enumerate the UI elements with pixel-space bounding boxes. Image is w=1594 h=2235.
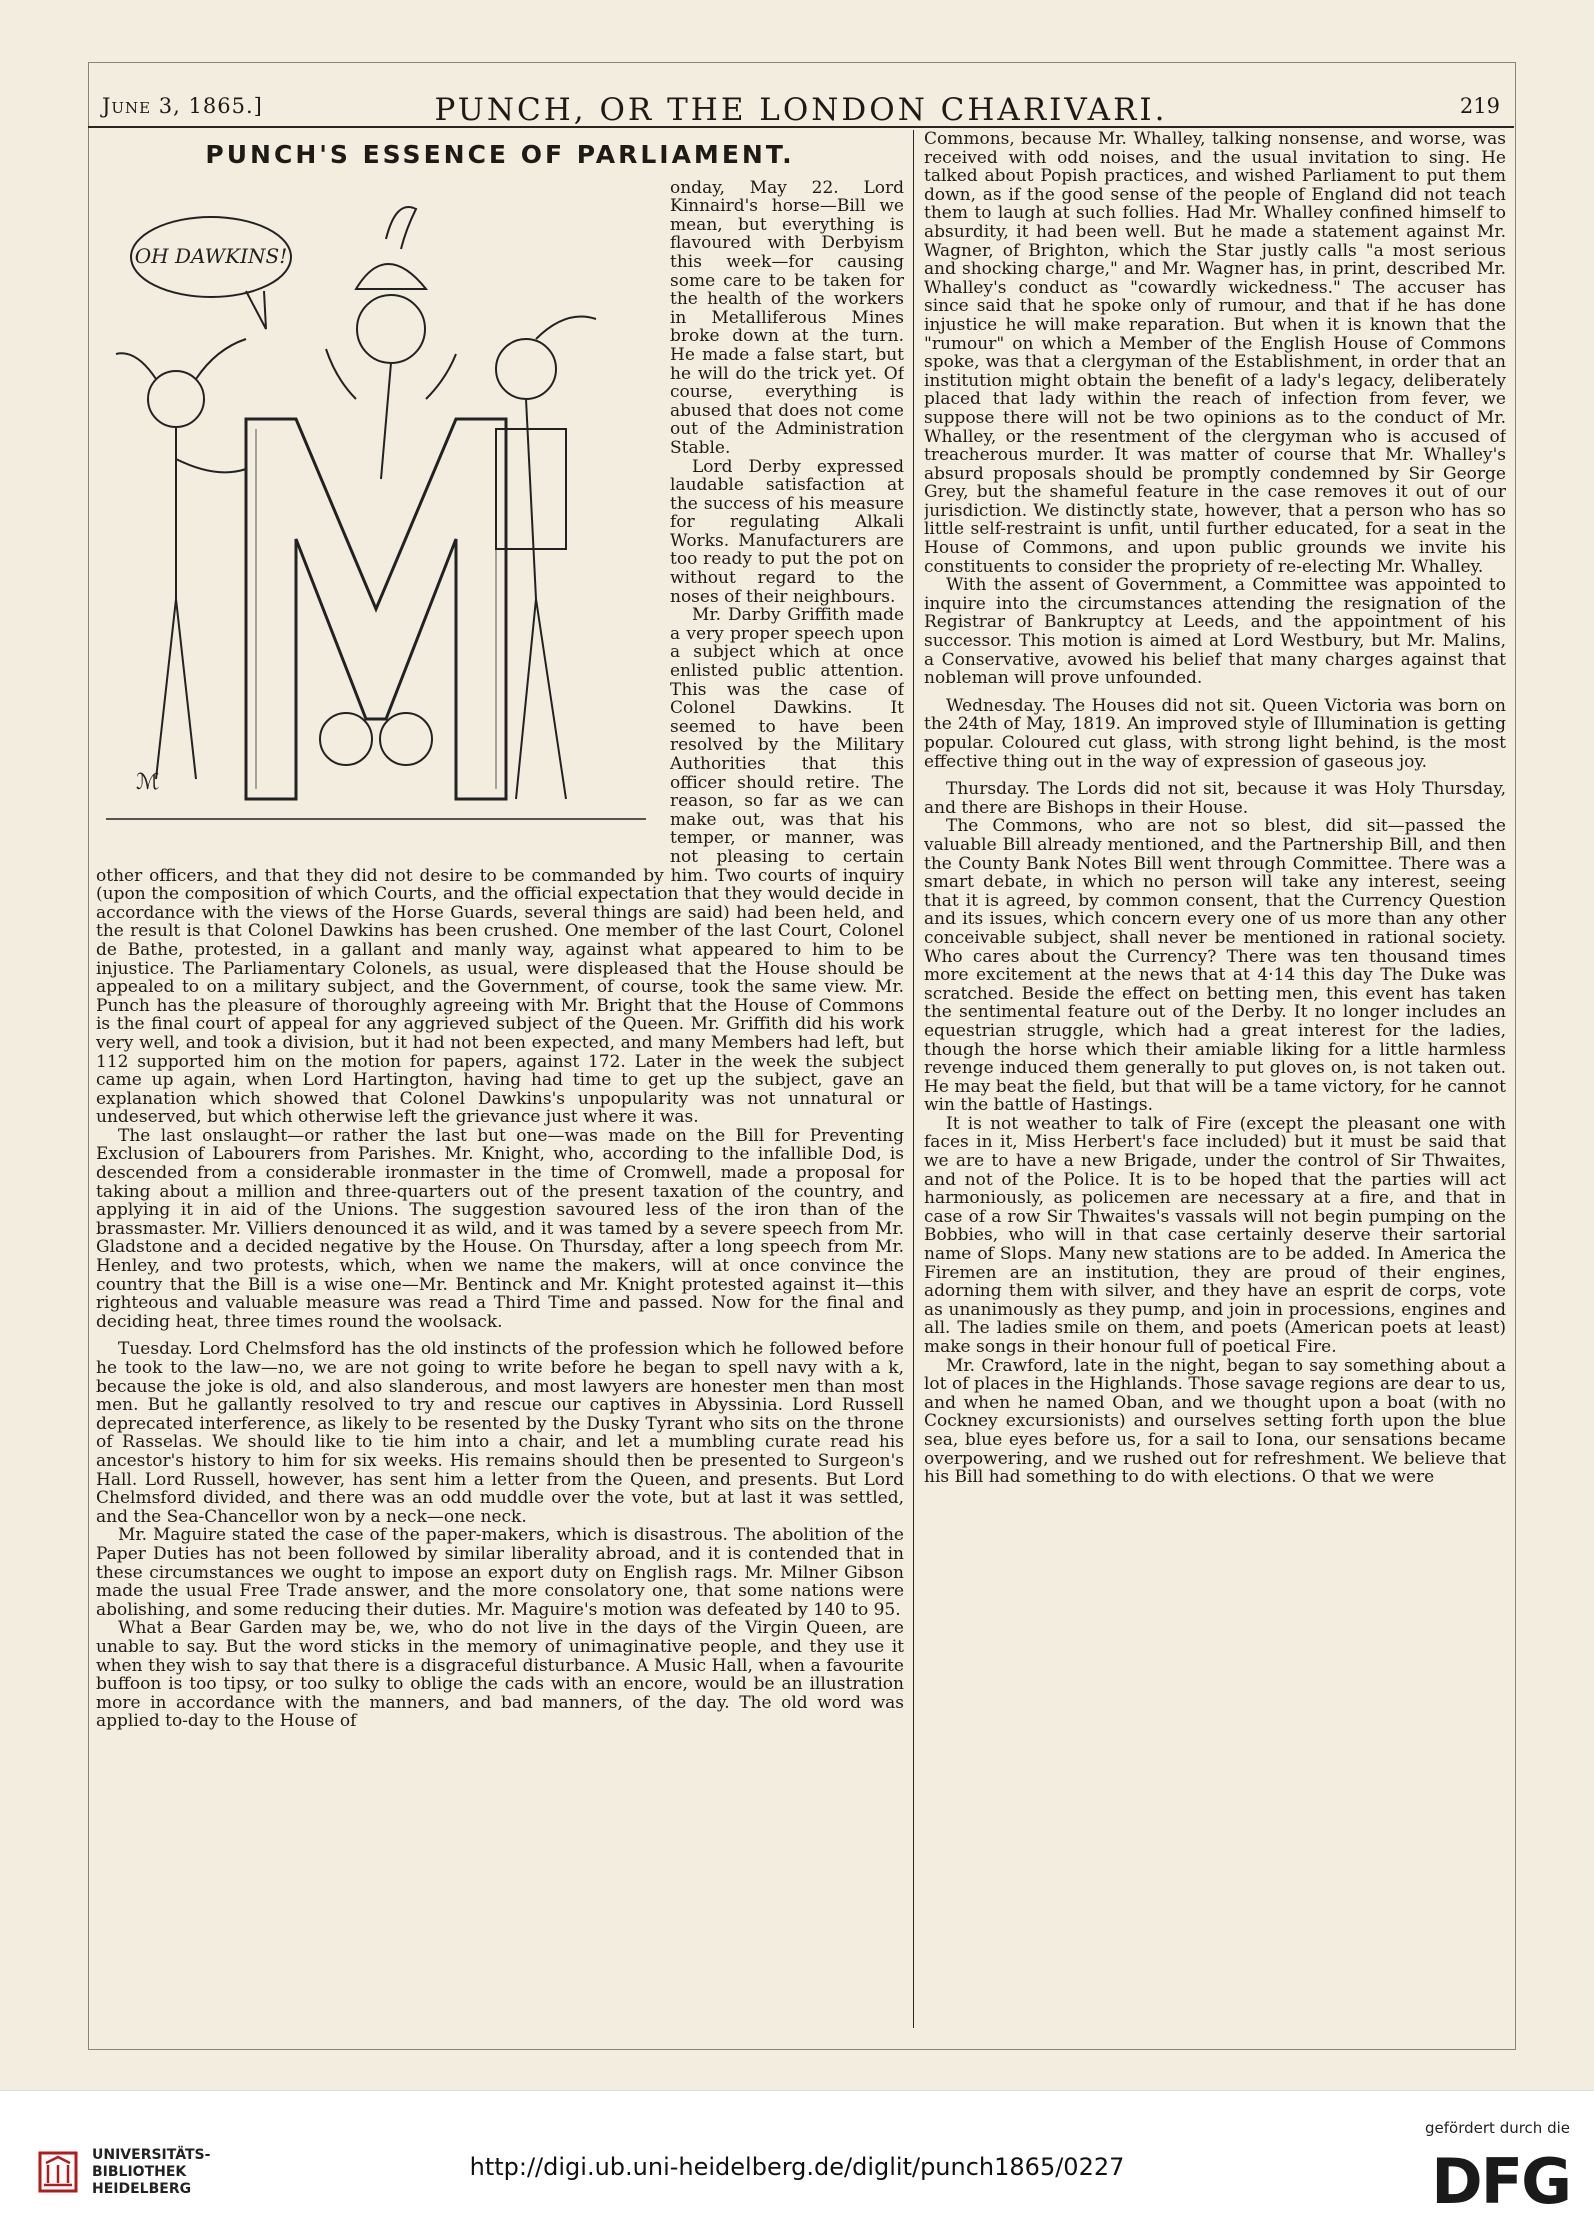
right-paragraph-4: Thursday. The Lords did not sit, because it was Holy Thursday, and there are Bishops in their House. <box>924 779 1506 818</box>
right-paragraph-1: Commons, because Mr. Whalley, talking nonsense, and worse, was received with odd noises, and the usual invitation to sing. He talked about Popish practices, and wished Parliament to put them down, as if the good sense of the people of England did not teach them to laugh at such follies. Had Mr. Whalley confined himself to absurdity, it had been well. But he made a statement against Mr. Wagner, of Brighton, which the Star justly calls "a most serious and shocking charge," and Mr. Wagner has, in print, described Mr. Whalley's conduct as "cowardly wickedness." The accuser has since said that he spoke only of rumour, and that if he has done injustice he will make reparation. But when it is known that the "rumour" on which a Member of the English House of Commons spoke, was that a clergyman of the Establishment, in order that an institution might obtain the benefit of a lady's legacy, deliberately placed that lady within the reach of infection from fever, we suppose there will not be two opinions as to the conduct of Mr. Whalley, or the resentment of the clergyman who is accused of treacherous murder. It was matter of course that Mr. Whalley's absurd proposals should be promptly condemned by Sir George Grey, but the shameful feature in the case removes it out of our jurisdiction. We distinctly state, however, that a person who has so little self-restraint is unfit, until further educated, for a seat in the House of Commons, and upon public grounds we invite his constituents to consider the propriety of re-electing Mr. Whalley. <box>924 130 1506 577</box>
right-column <box>924 130 1506 2030</box>
source-url-link[interactable]: http://digi.ub.uni-heidelberg.de/diglit/punch1865/0227 <box>469 2153 1125 2181</box>
sponsor-label: gefördert durch die <box>1425 2119 1570 2137</box>
page-header <box>88 92 1514 128</box>
digitization-footer <box>0 2090 1594 2235</box>
essence-paragraph-6: Mr. Maguire stated the case of the paper-makers, which is disastrous. The abolition of the Paper Duties has not been followed by similar liberality abroad, and it is contended that in these circumstances we ought to impose an export duty on English rags. Mr. Milner Gibson made the usual Free Trade answer, and the more consolatory one, that some nations were abolishing, and some reducing their duties. Mr. Maguire's motion was defeated by 140 to 95. <box>96 1525 904 1620</box>
essence-paragraph-2: Lord Derby expressed laudable satisfaction at the success of his measure for regulating Alkali Works. Manufacturers are too ready to put the pot on without regard to the noses of their neighbours. <box>670 456 904 607</box>
essence-paragraph-7: What a Bear Garden may be, we, who do not live in the days of the Virgin Queen, are unable to say. But the word sticks in the memory of unimaginative people, and they use it when they wish to say that there is a disgraceful disturbance. A Music Hall, when a favourite buffoon is too tipsy, or too sulky to oblige the cads with an encore, would be an illustration more in accordance with the manners, and bad manners, of the day. The old word was applied to-day to the House of <box>96 1618 904 1732</box>
essence-title: PUNCH'S ESSENCE OF PARLIAMENT. <box>205 140 795 169</box>
right-paragraph-7: Mr. Crawford, late in the night, began to say something about a lot of places in the Highlands. Those savage regions are dear to us, and when he named Oban, and we thought upon a boat (with no Cockney excursionists) and ourselves setting forth upon the blue sea, blue eyes before us, for a sail to Iona, our sensations became overpowering, and we rushed out for refreshment. We believe that his Bill had something to do with elections. O that we were <box>924 1355 1506 1488</box>
svg-text:ℳ: ℳ <box>136 769 160 795</box>
dfg-logo: DFG <box>1431 2145 1570 2218</box>
right-paragraph-5: The Commons, who are not so blest, did sit—passed the valuable Bill already mentioned, and the Partnership Bill, and then the County Bank Notes Bill went through Committee. There was a smart debate, in which no person will take any interest, seeing that it is agreed, by common consent, that the Currency Question and its issues, which concern every one of us more than any other conceivable subject, shall never be mentioned in rational society. Who cares about the Currency? There was ten thousand times more excitement at the news that at 4·14 this day The Duke was scratched. Beside the effect on betting men, this event has taken the sentimental feature out of the Derby. It no longer includes an equestrian struggle, which had a great interest for the ladies, though the horse which their amiable liking for a little harmless revenge induced them generally to put gloves on, is not taken out. He may beat the field, but that will be a tame victory, for he cannot win the battle of Hastings. <box>924 816 1506 1116</box>
essence-paragraph-5: Tuesday. Lord Chelmsford has the old instincts of the profession which he followed before he took to the law—no, we are not going to write before he began to spell navy with a k, because the joke is old, and also slanderous, and most lawyers are honester men than most men. But he gallantly resolved to try and rescue our captives in Abyssinia. Lord Russell deprecated interference, as likely to be resented by the Dusky Tyrant who sits on the throne of Rasselas. We should like to tie him into a chair, and let a mumbling curate read his ancestor's history to him for six weeks. His remains should then be presented to Surgeon's Hall. Lord Russell, however, has sent him a letter from the Queen, and presents. But Lord Chelmsford divided, and there was an odd muddle over the vote, but at last it was settled, and the Sea-Chancellor won by a neck—one neck. <box>96 1339 904 1527</box>
page-number: 219 <box>1459 94 1500 118</box>
column-divider <box>913 130 914 2028</box>
left-column <box>96 138 904 2028</box>
right-paragraph-6: It is not weather to talk of Fire (except the pleasant one with faces in it, Miss Herbert's face included) but it must be said that we are to have a new Brigade, under the control of Sir Thwaites, and not of the Police. It is to be hoped that the parties will act harmoniously, as policemen are necessary at a fire, and that in case of a row Sir Thwaites's vassals will not begin pumping on the Bobbies, who will in that case certainly deserve their sartorial name of Slops. Many new stations are to be added. In America the Firemen are an institution, they are proud of their engines, adorning them with silver, and they have an esprit de corps, vote as unanimously as they pump, and join in processions, engines and all. The ladies smile on them, and poets (American poets at least) make songs in their honour full of poetical Fire. <box>924 1113 1506 1357</box>
essence-paragraph-1: onday, May 22. Lord Kinnaird's horse—Bill we mean, but everything is flavoured with Derbyism this week—for causing some care to be taken for the health of the workers in Metalliferous Mines broke down at the turn. He made a false start, but he will do the trick yet. Of course, everything is abused that does not come out of the Administration Stable. <box>670 177 904 458</box>
right-paragraph-3: Wednesday. The Houses did not sit. Queen Victoria was born on the 24th of May, 1819. An improved style of Illumination is getting popular. Coloured cut glass, with strong light behind, is the most effective thing out in the way of expression of gaseous joy. <box>924 695 1506 772</box>
library-name: UNIVERSITÄTS- BIBLIOTHEK HEIDELBERG <box>92 2147 211 2197</box>
header-date: June 3, 1865.] <box>102 94 263 118</box>
header-title: PUNCH, OR THE LONDON CHARIVARI. <box>434 92 1168 128</box>
cartoon-illustration <box>96 179 656 859</box>
essence-paragraph-4: The last onslaught—or rather the last but one—was made on the Bill for Preventing Exclusion of Labourers from Parishes. Mr. Knight, who, according to the infallible Dod, is descended from a considerable ironmaster in the time of Cromwell, made a proposal for taking about a million and three-quarters out of the present taxation of the country, and applying it in aid of the Unions. The suggestion savoured less of the iron than of the brassmaster. Mr. Villiers denounced it as wild, and it was tamed by a severe speech from Mr. Gladstone and a decided negative by the House. On Thursday, after a long speech from Mr. Henley, and two protests, which, when we name the makers, will at once convince the country that the Bill is a wise one—Mr. Bentinck and Mr. Knight protested against it—this righteous and valuable measure was read a Third Time and passed. Now for the final and deciding heat, three times round the woolsack. <box>96 1125 904 1332</box>
right-paragraph-2: With the assent of Government, a Committee was appointed to inquire into the circumstances attending the resignation of the Registrar of Bankruptcy at Leeds, and the appointment of his successor. This motion is aimed at Lord Westbury, but Mr. Malins, a Conservative, avowed his belief that many charges against that nobleman will prove unfounded. <box>924 575 1506 689</box>
essence-paragraph-3: Mr. Darby Griffith made a very proper speech upon a subject which at once enlisted public attention. This was the case of Colonel Dawkins. It seemed to have been resolved by the Military Authorities that this officer should retire. The reason, so far as we can make out, was that his temper, or manner, was not pleasing to certain other officers, and that they did not desire to be commanded by him. Two courts of inquiry (upon the composition of which Courts, and the official expectation that they would decide in accordance with the views of the Horse Guards, several things are said) had been held, and the result is that Colonel Dawkins has been crushed. One member of the last Court, Colonel de Bathe, protested, in a gallant and manly way, against what appeared to him to be injustice. The Parliamentary Colonels, as usual, were displeased that the House should be appealed to on a military subject, and the Government, of course, took the same view. Mr. Punch has the pleasure of thoroughly agreeing with Mr. Bright that the House of Commons is the final court of appeal for any aggrieved subject of the Queen. Mr. Griffith did his work very well, and took a division, but it had not been expected, and many Members had left, but 112 supported him on the motion for papers, against 172. Later in the week the subject came up again, when Lord Hartington, having had time to get up the subject, gave an explanation which showed that Colonel Dawkins's unpopularity was not unnatural or undeserved, but which otherwise left the grievance just where it was. <box>96 605 904 1128</box>
cartoon-drawing <box>96 179 656 859</box>
speech-bubble-text: OH DAWKINS! <box>134 243 288 268</box>
